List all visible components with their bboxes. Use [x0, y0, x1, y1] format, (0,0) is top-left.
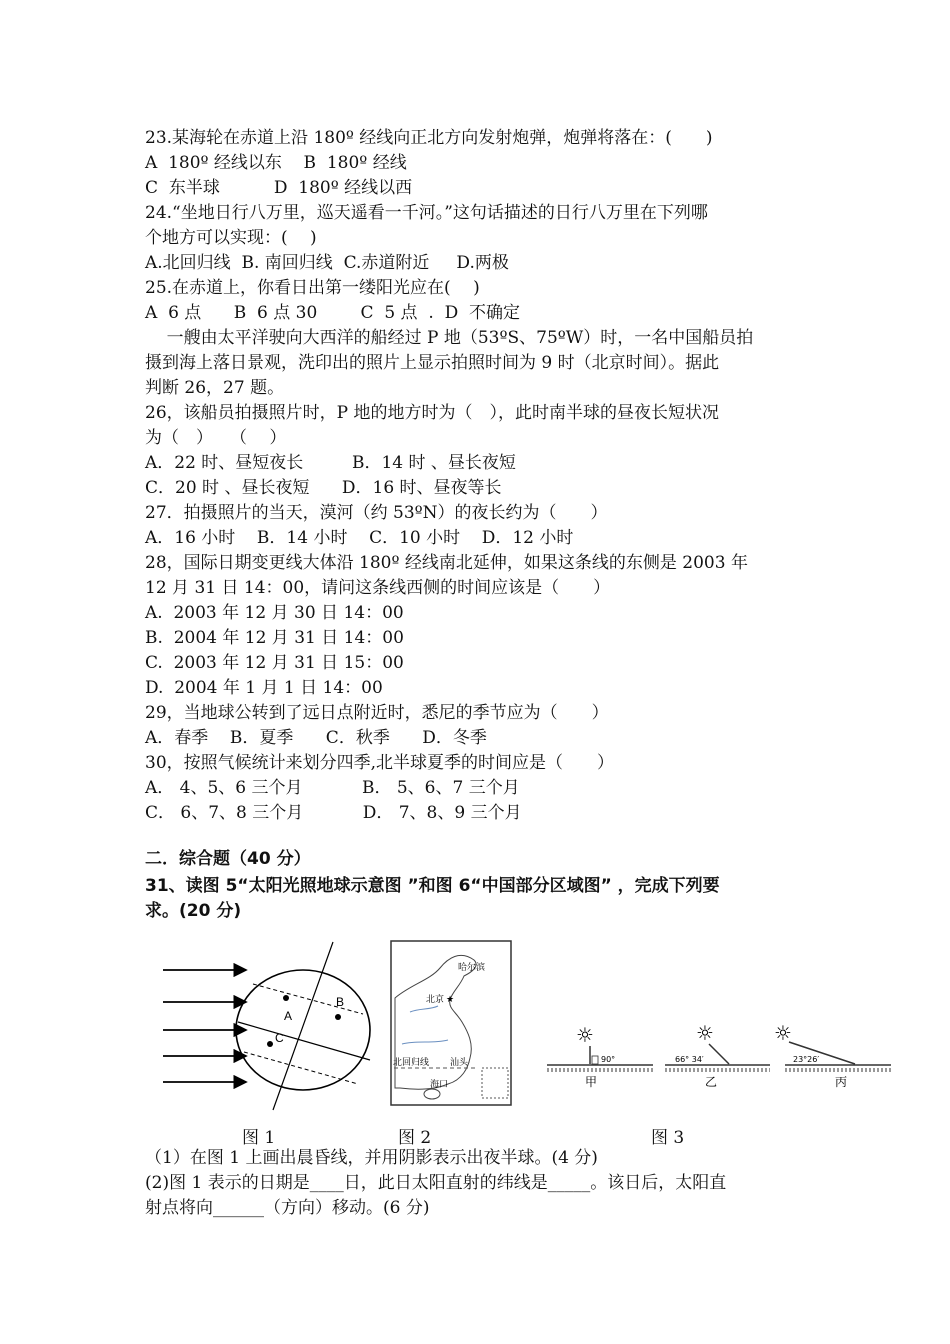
earth-axis [273, 942, 333, 1110]
figure-1-caption: 图 1 [242, 1128, 276, 1148]
q26-text-2: 为（ ） （ ） [145, 428, 287, 448]
point-c-label: C [275, 1031, 284, 1045]
q28-option-a: A. 2003 年 12 月 30 日 14：00 [145, 603, 404, 623]
q23-options-cd: C 东半球 D 180º 经线以西 [145, 178, 413, 198]
sun-icon: ☼ [696, 1021, 714, 1045]
q30-text: 30，按照气候统计来划分四季,北半球夏季的时间应是（ ） [145, 753, 615, 773]
sub-question-1: （1）在图 1 上画出晨昏线，并用阴影表示出夜半球。(4 分) [145, 1148, 598, 1168]
panel-yi [665, 1021, 770, 1089]
beijing-label: 北京 [426, 995, 445, 1005]
angle-bing-label: 23°26′ [793, 1055, 820, 1064]
sub-question-2 [145, 1171, 726, 1195]
shantou-label: 汕头 [450, 1058, 469, 1068]
q26-text-1: 26，该船员拍摄照片时，P 地的地方时为（ ），此时南半球的昼夜长短状况 [145, 403, 719, 423]
hainan-island [424, 1089, 440, 1099]
panel-bing [774, 1021, 891, 1089]
sub-question-3: 射点将向______（方向）移动。(6 分) [145, 1198, 430, 1218]
sub2-text-b: 日，此日太阳直射的纬线是 [343, 1173, 548, 1193]
q28-option-b: B. 2004 年 12 月 31 日 14：00 [145, 628, 404, 648]
point-c-marker [267, 1041, 273, 1047]
q24-options: A.北回归线 B. 南回归线 C.赤道附近 D.两极 [145, 253, 509, 273]
passage-line-2: 摄到海上落日景观，洗印出的照片上显示拍照时间为 9 时（北京时间）。据此 [145, 353, 720, 373]
figure-3-caption: 图 3 [651, 1128, 685, 1148]
figure-2-caption: 图 2 [398, 1128, 432, 1148]
beijing-star-icon: ★ [446, 995, 455, 1005]
q31-text-1: 31、读图 5“太阳光照地球示意图 ”和图 6“中国部分区域图” ，完成下列要 [145, 876, 720, 896]
passage-line-3: 判断 26，27 题。 [145, 378, 285, 398]
label-bing: 丙 [835, 1075, 848, 1089]
sun-rays [163, 970, 246, 1082]
sun-icon: ☼ [576, 1023, 594, 1047]
point-a-label: A [284, 1009, 293, 1023]
angle-jia-label: 90° [601, 1055, 616, 1064]
section-title: 二．综合题（40 分） [145, 849, 311, 869]
figure-3-sun-angle-diagram [545, 1020, 895, 1092]
answer-blank[interactable]: _____ [547, 1173, 591, 1193]
q28-text-2: 12 月 31 日 14：00，请问这条线西侧的时间应该是（ ） [145, 578, 611, 598]
q23-options-ab: A 180º 经线以东 B 180º 经线 [145, 153, 407, 173]
q29-options: A．春季 B．夏季 C．秋季 D．冬季 [145, 728, 487, 748]
q23-text: 23.某海轮在赤道上沿 180º 经线向正北方向发射炮弹，炮弹将落在：( ) [145, 128, 713, 148]
q28-option-c: C. 2003 年 12 月 31 日 15：00 [145, 653, 404, 673]
earth-circle [236, 970, 370, 1090]
panel-jia [547, 1023, 653, 1089]
q25-text: 25.在赤道上，你看日出第一缕阳光应在( ) [145, 278, 480, 298]
label-jia: 甲 [585, 1075, 598, 1089]
q24-text-1: 24.“坐地日行八万里，巡天遥看一千河。”这句话描述的日行八万里在下列哪 [145, 203, 708, 223]
passage-line-1: 一艘由太平洋驶向大西洋的船经过 P 地（53ºS、75ºW）时，一名中国船员拍 [145, 328, 754, 348]
sun-icon: ☼ [774, 1021, 792, 1045]
q27-options: A．16 小时 B．14 小时 C．10 小时 D．12 小时 [145, 528, 574, 548]
tropic-line-north [253, 984, 363, 1014]
q28-text-1: 28，国际日期变更线大体沿 180º 经线南北延伸，如果这条线的东侧是 2003 年 [145, 553, 748, 573]
point-b-label: B [336, 995, 345, 1009]
q29-text: 29，当地球公转到了远日点附近时，悉尼的季节应为（ ） [145, 703, 609, 723]
answer-blank[interactable]: ____ [309, 1173, 344, 1193]
equator-line [238, 1022, 370, 1060]
q31-text-2: 求。(20 分) [145, 901, 242, 921]
figure-2-china-map [390, 940, 512, 1106]
q24-text-2: 个地方可以实现：( ) [145, 228, 317, 248]
q27-text: 27．拍摄照片的当天，漠河（约 53ºN）的夜长约为（ ） [145, 503, 608, 523]
angle-yi-label: 66° 34′ [675, 1055, 704, 1064]
q25-options: A 6 点 B 6 点 30 C 5 点 . D 不确定 [145, 303, 521, 323]
q30-options-cd: C． 6、7、8 三个月 D． 7、8、9 三个月 [145, 803, 522, 823]
sun-ray [709, 1044, 729, 1064]
point-a-marker [283, 995, 289, 1001]
q28-option-d: D. 2004 年 1 月 1 日 14：00 [145, 678, 383, 698]
sub2-text-c: 。该日后，太阳直 [590, 1173, 727, 1193]
tropic-label: 北回归线 [393, 1058, 430, 1068]
q26-options-cd: C．20 时 、昼长夜短 D．16 时、昼夜等长 [145, 478, 502, 498]
point-b-marker [335, 1014, 341, 1020]
right-angle-mark [592, 1056, 598, 1064]
tropic-line-south [244, 1052, 358, 1084]
label-yi: 乙 [705, 1075, 718, 1089]
haikou-label: 海口 [430, 1080, 449, 1090]
q30-options-ab: A． 4、5、6 三个月 B． 5、6、7 三个月 [145, 778, 520, 798]
sub2-text-a: (2)图 1 表示的日期是 [145, 1173, 310, 1193]
figure-1-sunlight-diagram [158, 932, 388, 1114]
harbin-label: 哈尔滨 [458, 963, 486, 973]
q26-options-ab: A．22 时、昼短夜长 B．14 时 、昼长夜短 [145, 453, 516, 473]
